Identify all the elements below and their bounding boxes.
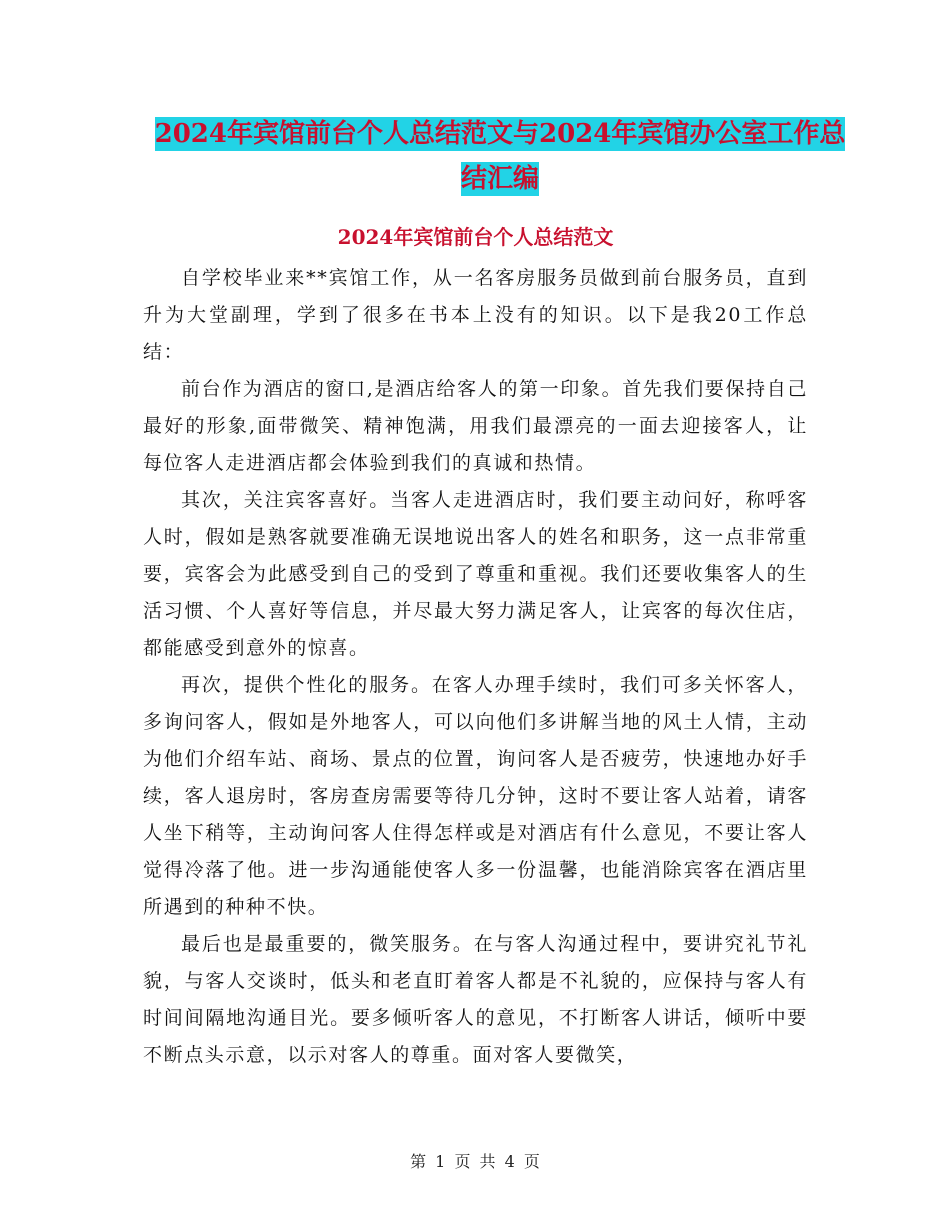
document-body — [143, 260, 808, 1074]
document-title — [150, 112, 850, 202]
paragraph: 前台作为酒店的窗口,是酒店给客人的第一印象。首先我们要保持自己最好的形象,面带微笑、精神饱满，用我们最漂亮的一面去迎接客人，让每位客人走进酒店都会体验到我们的真诚和热情。 — [143, 378, 808, 474]
paragraph: 最后也是最重要的，微笑服务。在与客人沟通过程中，要讲究礼节礼貌，与客人交谈时，低头和老直盯着客人都是不礼貌的，应保持与客人有时间间隔地沟通目光。要多倾听客人的意见，不打断客人讲话，倾听中要不断点头示意，以示对客人的尊重。面对客人要微笑， — [143, 933, 808, 1066]
section-title: 2024年宾馆前台个人总结范文 — [337, 225, 614, 249]
page-number-footer: 第 1 页 共 4 页 — [410, 1152, 540, 1171]
paragraph: 自学校毕业来**宾馆工作，从一名客房服务员做到前台服务员，直到升为大堂副理，学到了很多在书本上没有的知识。以下是我20工作总结： — [143, 267, 808, 363]
paragraph: 其次，关注宾客喜好。当客人走进酒店时，我们要主动问好，称呼客人时，假如是熟客就要准确无误地说出客人的姓名和职务，这一点非常重要，宾客会为此感受到自己的受到了尊重和重视。我们还要收集客人的生活习惯、个人喜好等信息，并尽最大努力满足客人，让宾客的每次住店，都能感受到意外的惊喜。 — [143, 489, 808, 659]
paragraph: 再次，提供个性化的服务。在客人办理手续时，我们可多关怀客人，多询问客人，假如是外地客人，可以向他们多讲解当地的风土人情，主动为他们介绍车站、商场、景点的位置，询问客人是否疲劳，快速地办好手续，客人退房时，客房查房需要等待几分钟，这时不要让客人站着，请客人坐下稍等，主动询问客人住得怎样或是对酒店有什么意见，不要让客人觉得冷落了他。进一步沟通能使客人多一份温馨，也能消除宾客在酒店里所遇到的种种不快。 — [143, 674, 808, 918]
document-title-text: 2024年宾馆前台个人总结范文与2024年宾馆办公室工作总结汇编 — [154, 119, 846, 194]
